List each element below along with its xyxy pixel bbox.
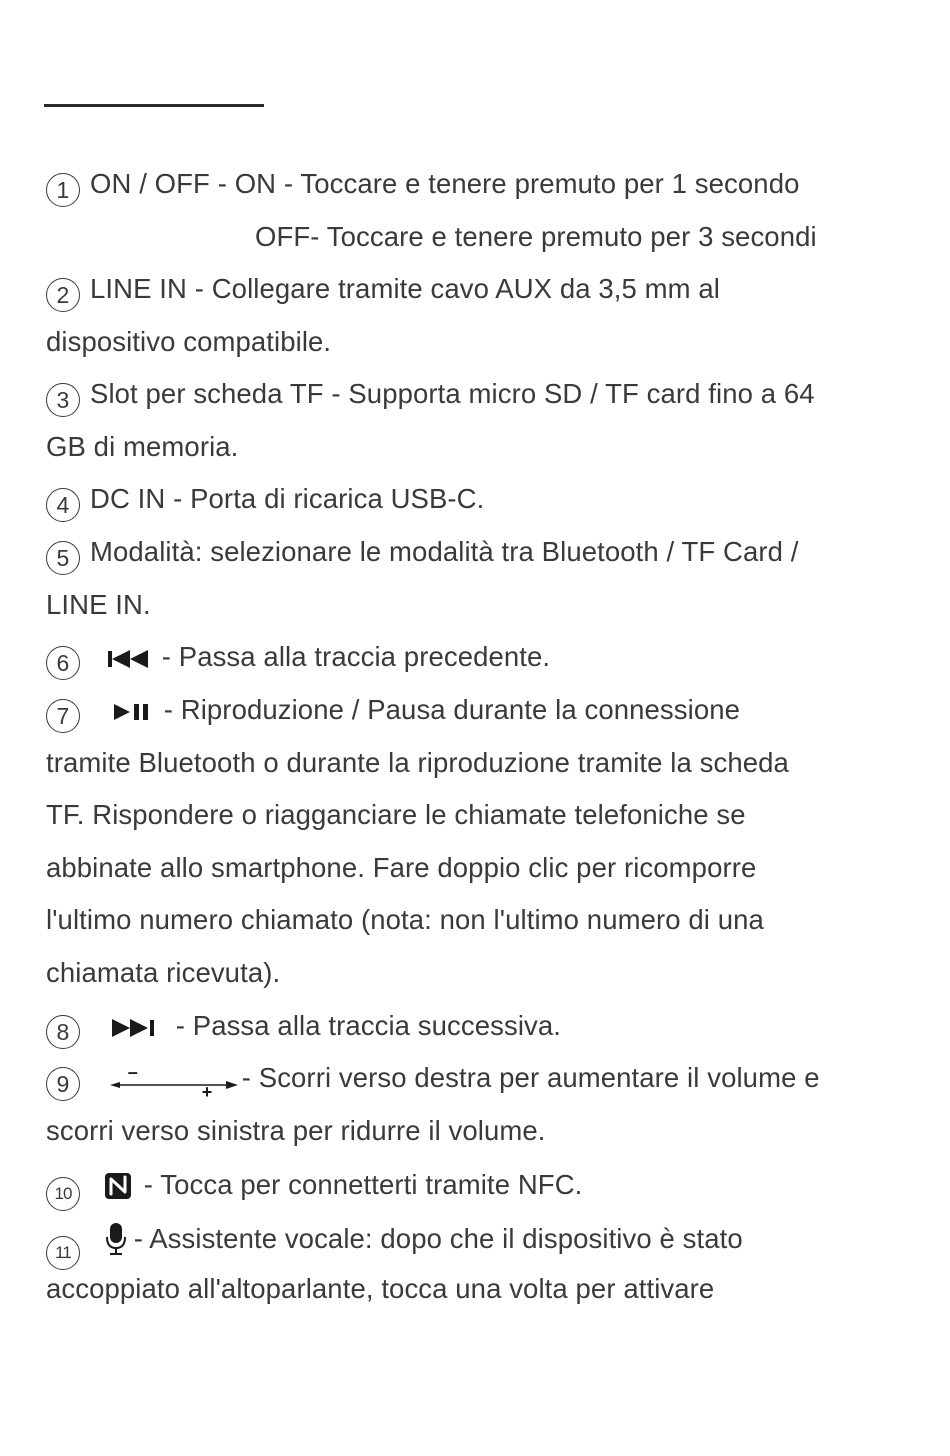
item-9-line-2 bbox=[46, 1117, 546, 1145]
item-3-line-1 bbox=[46, 380, 815, 417]
item-number-2: 2 bbox=[46, 278, 80, 312]
item-2-line-2 bbox=[46, 328, 331, 356]
item-7-text-1: - Riproduzione / Pausa durante la connessione bbox=[163, 694, 741, 725]
item-number-7: 7 bbox=[46, 699, 80, 733]
item-11-line-1 bbox=[46, 1222, 743, 1270]
item-5-line-2 bbox=[46, 591, 151, 619]
item-number-5: 5 bbox=[46, 541, 80, 575]
item-1-text-1: ON / OFF - ON - Toccare e tenere premuto per 1 secondo bbox=[90, 168, 800, 199]
item-9-line-1 bbox=[46, 1064, 820, 1101]
item-number-1: 1 bbox=[46, 173, 80, 207]
item-11-text-2: accoppiato all'altoparlante, tocca una volta per attivare bbox=[46, 1273, 715, 1304]
volume-plus-label: + bbox=[201, 1082, 213, 1102]
item-7-line-2 bbox=[46, 749, 789, 777]
item-11-line-2 bbox=[46, 1275, 714, 1303]
item-8-text-1: - Passa alla traccia successiva. bbox=[175, 1010, 562, 1041]
item-5-text-2: LINE IN. bbox=[46, 589, 151, 620]
item-5-line-1 bbox=[46, 538, 799, 575]
item-9-text-2: scorri verso sinistra per ridurre il volume. bbox=[46, 1115, 546, 1146]
volume-minus-label: – bbox=[127, 1062, 138, 1082]
item-1-line-1 bbox=[46, 170, 799, 207]
item-7-text-3: TF. Rispondere o riagganciare le chiamate telefoniche se bbox=[46, 799, 746, 830]
item-9-text-1: - Scorri verso destra per aumentare il volume e bbox=[241, 1062, 820, 1093]
item-6-text-1: - Passa alla traccia precedente. bbox=[161, 641, 551, 672]
item-number-4: 4 bbox=[46, 488, 80, 522]
item-1-text-2: OFF- Toccare e tenere premuto per 3 secondi bbox=[255, 221, 817, 252]
item-4-line-1 bbox=[46, 485, 484, 522]
item-2-line-1 bbox=[46, 275, 720, 312]
item-7-text-6: chiamata ricevuta). bbox=[46, 957, 281, 988]
item-number-3: 3 bbox=[46, 383, 80, 417]
item-2-text-1: LINE IN - Collegare tramite cavo AUX da 3,5 mm al bbox=[90, 273, 721, 304]
item-7-line-4 bbox=[46, 854, 756, 882]
item-number-10: 10 bbox=[46, 1177, 80, 1211]
item-number-9: 9 bbox=[46, 1067, 80, 1101]
item-10-line-1 bbox=[46, 1170, 582, 1211]
previous-track-icon bbox=[106, 646, 156, 677]
item-7-line-1 bbox=[46, 696, 740, 733]
item-7-text-2: tramite Bluetooth o durante la riproduzione tramite la scheda bbox=[46, 747, 789, 778]
nfc-icon bbox=[104, 1170, 134, 1205]
item-number-8: 8 bbox=[46, 1015, 80, 1049]
item-3-text-1: Slot per scheda TF - Supporta micro SD / TF card fino a 64 bbox=[90, 378, 815, 409]
item-7-line-5 bbox=[46, 906, 764, 934]
item-1-line-2 bbox=[255, 223, 817, 251]
item-7-line-6 bbox=[46, 959, 280, 987]
item-number-11: 11 bbox=[46, 1236, 80, 1270]
volume-slider-icon bbox=[110, 1062, 240, 1102]
item-number-6: 6 bbox=[46, 646, 80, 680]
item-6-line-1 bbox=[46, 643, 550, 680]
item-7-text-4: abbinate allo smartphone. Fare doppio clic per ricomporre bbox=[46, 852, 757, 883]
item-8-line-1 bbox=[46, 1012, 561, 1049]
item-10-text-1: - Tocca per connetterti tramite NFC. bbox=[143, 1169, 583, 1200]
item-7-line-3 bbox=[46, 801, 746, 829]
item-3-line-2 bbox=[46, 433, 238, 461]
item-3-text-2: GB di memoria. bbox=[46, 431, 239, 462]
header-rule bbox=[44, 104, 264, 107]
next-track-icon bbox=[110, 1015, 162, 1046]
microphone-icon bbox=[104, 1222, 128, 1261]
play-pause-icon bbox=[112, 699, 152, 730]
item-2-text-2: dispositivo compatibile. bbox=[46, 326, 332, 357]
item-7-text-5: l'ultimo numero chiamato (nota: non l'ultimo numero di una bbox=[46, 904, 764, 935]
item-11-text-1: - Assistente vocale: dopo che il dispositivo è stato bbox=[133, 1223, 743, 1254]
item-5-text-1: Modalità: selezionare le modalità tra Bluetooth / TF Card / bbox=[90, 536, 799, 567]
item-4-text-1: DC IN - Porta di ricarica USB-C. bbox=[90, 483, 485, 514]
